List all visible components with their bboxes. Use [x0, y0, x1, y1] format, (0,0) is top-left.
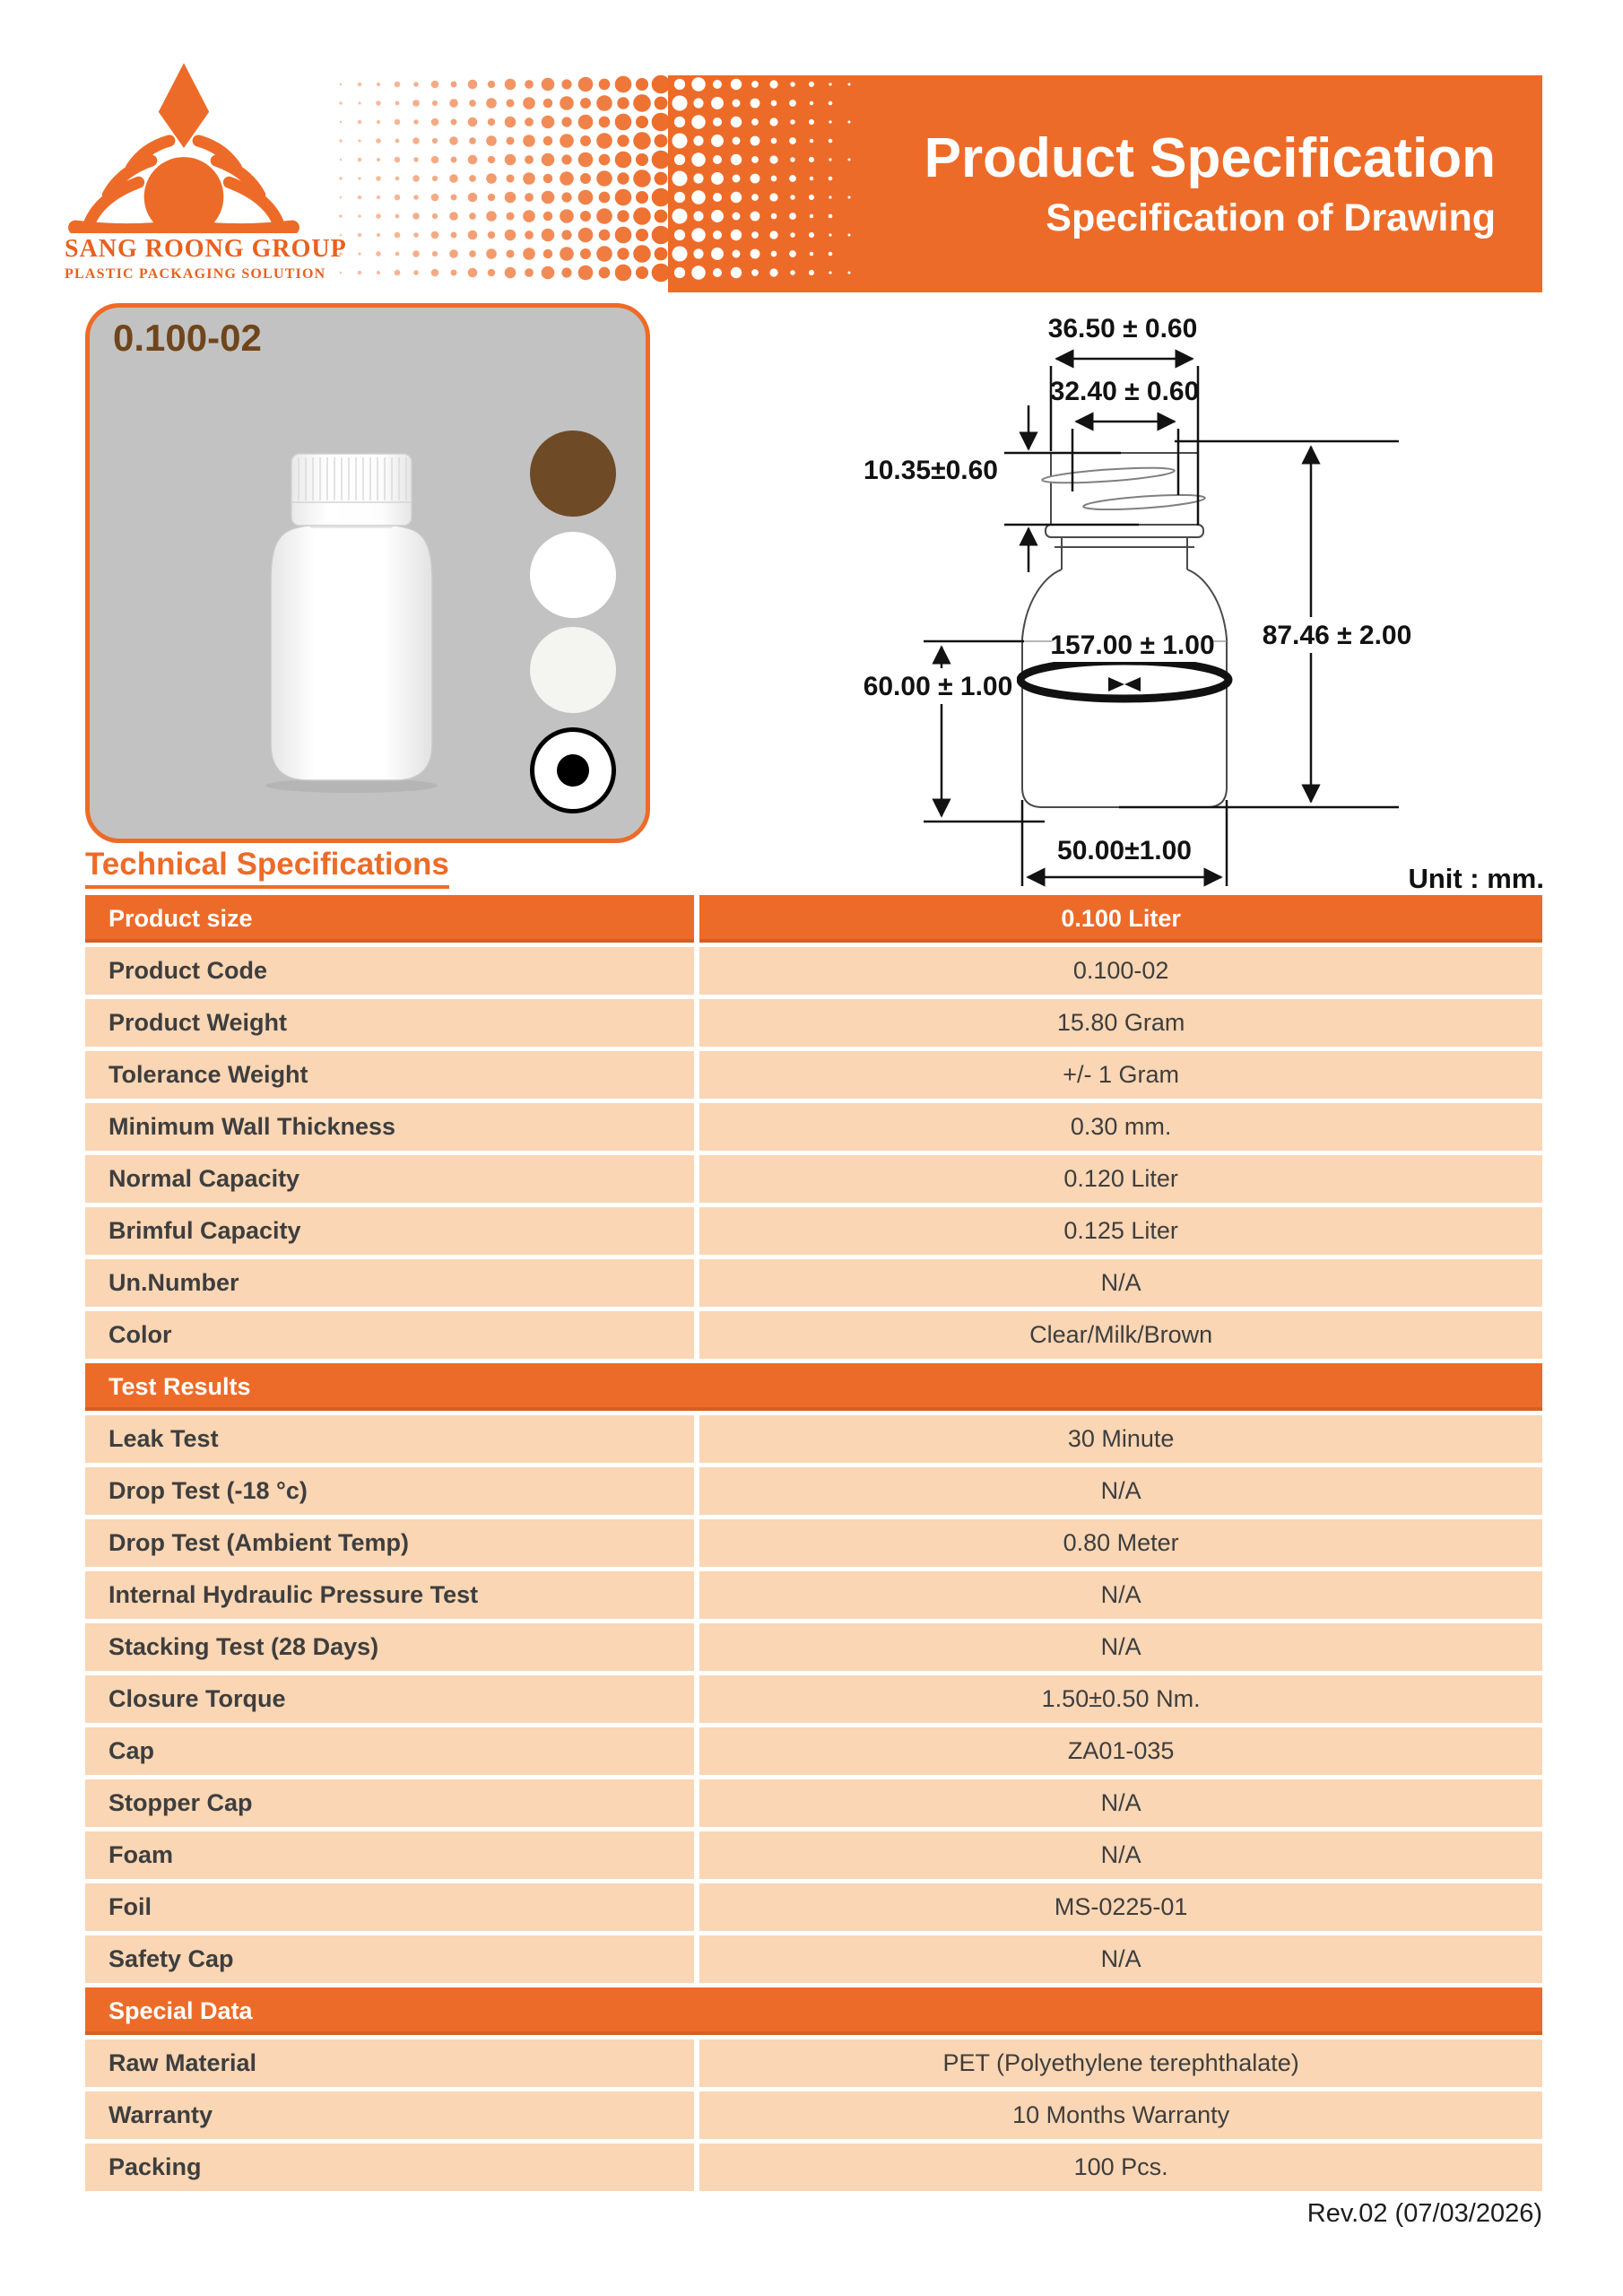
table-row [85, 2092, 1542, 2139]
spec-label: Internal Hydraulic Pressure Test [85, 1571, 694, 1619]
spec-value: N/A [699, 1779, 1542, 1827]
table-row [85, 1519, 1542, 1567]
table-row [85, 999, 1542, 1047]
spec-label: Foam [85, 1831, 694, 1879]
spec-value: N/A [699, 1935, 1542, 1983]
dim-body-height: 60.00 ± 1.00 [863, 672, 1013, 701]
table-row [85, 1415, 1542, 1463]
spec-value: PET (Polyethylene terephthalate) [699, 2039, 1542, 2087]
product-code-label: 0.100-02 [113, 317, 262, 359]
table-row [85, 1467, 1542, 1515]
spec-value: 0.100 Liter [699, 895, 1542, 943]
spec-label: Minimum Wall Thickness [85, 1103, 694, 1151]
spec-label: Cap [85, 1727, 694, 1775]
bottle-photo [265, 447, 444, 796]
table-row [85, 1727, 1542, 1775]
spec-label: Special Data [108, 1997, 253, 2024]
spec-label: Tolerance Weight [85, 1051, 694, 1099]
girth-band [1020, 661, 1228, 699]
table-row [85, 1311, 1542, 1359]
table-row [85, 1883, 1542, 1931]
table-row [85, 2144, 1542, 2191]
table-row [85, 1207, 1542, 1255]
spec-label: Normal Capacity [85, 1155, 694, 1203]
spec-value: N/A [699, 1623, 1542, 1671]
spec-table [85, 895, 1542, 2196]
spec-value: 1.50±0.50 Nm. [699, 1675, 1542, 1723]
company-tagline: PLASTIC PACKAGING SOLUTION [65, 266, 326, 282]
spec-value: 15.80 Gram [699, 999, 1542, 1047]
page-title: Product Specification [924, 126, 1496, 189]
company-name: SANG ROONG GROUP [65, 235, 347, 263]
table-row [85, 1623, 1542, 1671]
spec-label: Product Code [85, 947, 694, 995]
table-row [85, 1779, 1542, 1827]
spec-label: Stacking Test (28 Days) [85, 1623, 694, 1671]
color-swatch-milk [530, 532, 616, 618]
spec-label: Product Weight [85, 999, 694, 1047]
spec-label: Foil [85, 1883, 694, 1931]
table-row [85, 1831, 1542, 1879]
spec-label: Color [85, 1311, 694, 1359]
table-section-row [85, 1363, 1542, 1411]
spec-value: 0.80 Meter [699, 1519, 1542, 1567]
table-row [85, 1571, 1542, 1619]
table-row [85, 1675, 1542, 1723]
table-row [85, 1259, 1542, 1307]
spec-value: N/A [699, 1259, 1542, 1307]
spec-value: 0.125 Liter [699, 1207, 1542, 1255]
specs-heading: Technical Specifications [85, 847, 449, 889]
spec-label: Stopper Cap [85, 1779, 694, 1827]
dim-neck-height: 10.35±0.60 [864, 456, 998, 485]
table-row [85, 1155, 1542, 1203]
table-row [85, 2039, 1542, 2087]
spec-label: Leak Test [85, 1415, 694, 1463]
spec-label: Packing [85, 2144, 694, 2191]
spec-value: ZA01-035 [699, 1727, 1542, 1775]
table-row [85, 1051, 1542, 1099]
spec-label: Warranty [85, 2092, 694, 2139]
dim-girth: 157.00 ± 1.00 [1050, 631, 1215, 660]
footer-revision: Rev.02 (07/03/2026) [1306, 2199, 1542, 2228]
spec-value: 100 Pcs. [699, 2144, 1542, 2191]
technical-drawing [834, 296, 1623, 897]
spec-value: N/A [699, 1831, 1542, 1879]
girth-center-mark [1108, 677, 1141, 691]
dim-overall-height: 87.46 ± 2.00 [1262, 621, 1412, 650]
spec-value: +/- 1 Gram [699, 1051, 1542, 1099]
table-section-row [85, 895, 1542, 943]
dim-neck-inner: 32.40 ± 0.60 [1049, 377, 1200, 406]
spec-label: Drop Test (Ambient Temp) [85, 1519, 694, 1567]
spec-value: N/A [699, 1467, 1542, 1515]
sample-dot-icon [557, 754, 589, 787]
spec-label: Product size [85, 895, 694, 943]
table-section-row [85, 1987, 1542, 2035]
spec-value: Clear/Milk/Brown [699, 1311, 1542, 1359]
neck-threads [1042, 465, 1206, 512]
spec-label: Brimful Capacity [85, 1207, 694, 1255]
unit-label: Unit : mm. [1408, 863, 1544, 894]
spec-value: MS-0225-01 [699, 1883, 1542, 1931]
spec-label: Raw Material [85, 2039, 694, 2087]
spec-label: Safety Cap [85, 1935, 694, 1983]
spec-label: Un.Number [85, 1259, 694, 1307]
color-swatch-sample-dot [530, 727, 616, 813]
spec-value: N/A [699, 1571, 1542, 1619]
color-swatch-clear [530, 627, 616, 713]
spec-value: 0.100-02 [699, 947, 1542, 995]
table-row [85, 1935, 1542, 1983]
table-row [85, 947, 1542, 995]
spec-value: 0.120 Liter [699, 1155, 1542, 1203]
spec-value: 0.30 mm. [699, 1103, 1542, 1151]
product-panel [85, 303, 650, 843]
dim-neck-outer: 36.50 ± 0.60 [1047, 314, 1198, 344]
table-row [85, 1103, 1542, 1151]
spec-label: Test Results [108, 1373, 251, 1400]
sun-logo-icon [66, 61, 301, 233]
dim-base-width: 50.00±1.00 [1057, 836, 1192, 865]
page-subtitle: Specification of Drawing [1046, 196, 1496, 239]
spec-label: Closure Torque [85, 1675, 694, 1723]
header-banner [668, 75, 1542, 292]
spec-label: Drop Test (-18 °c) [85, 1467, 694, 1515]
spec-value: 30 Minute [699, 1415, 1542, 1463]
spec-value: 10 Months Warranty [699, 2092, 1542, 2139]
color-swatch-brown [530, 430, 616, 517]
brand-logo [65, 61, 347, 283]
dimension-labels [859, 314, 1428, 865]
